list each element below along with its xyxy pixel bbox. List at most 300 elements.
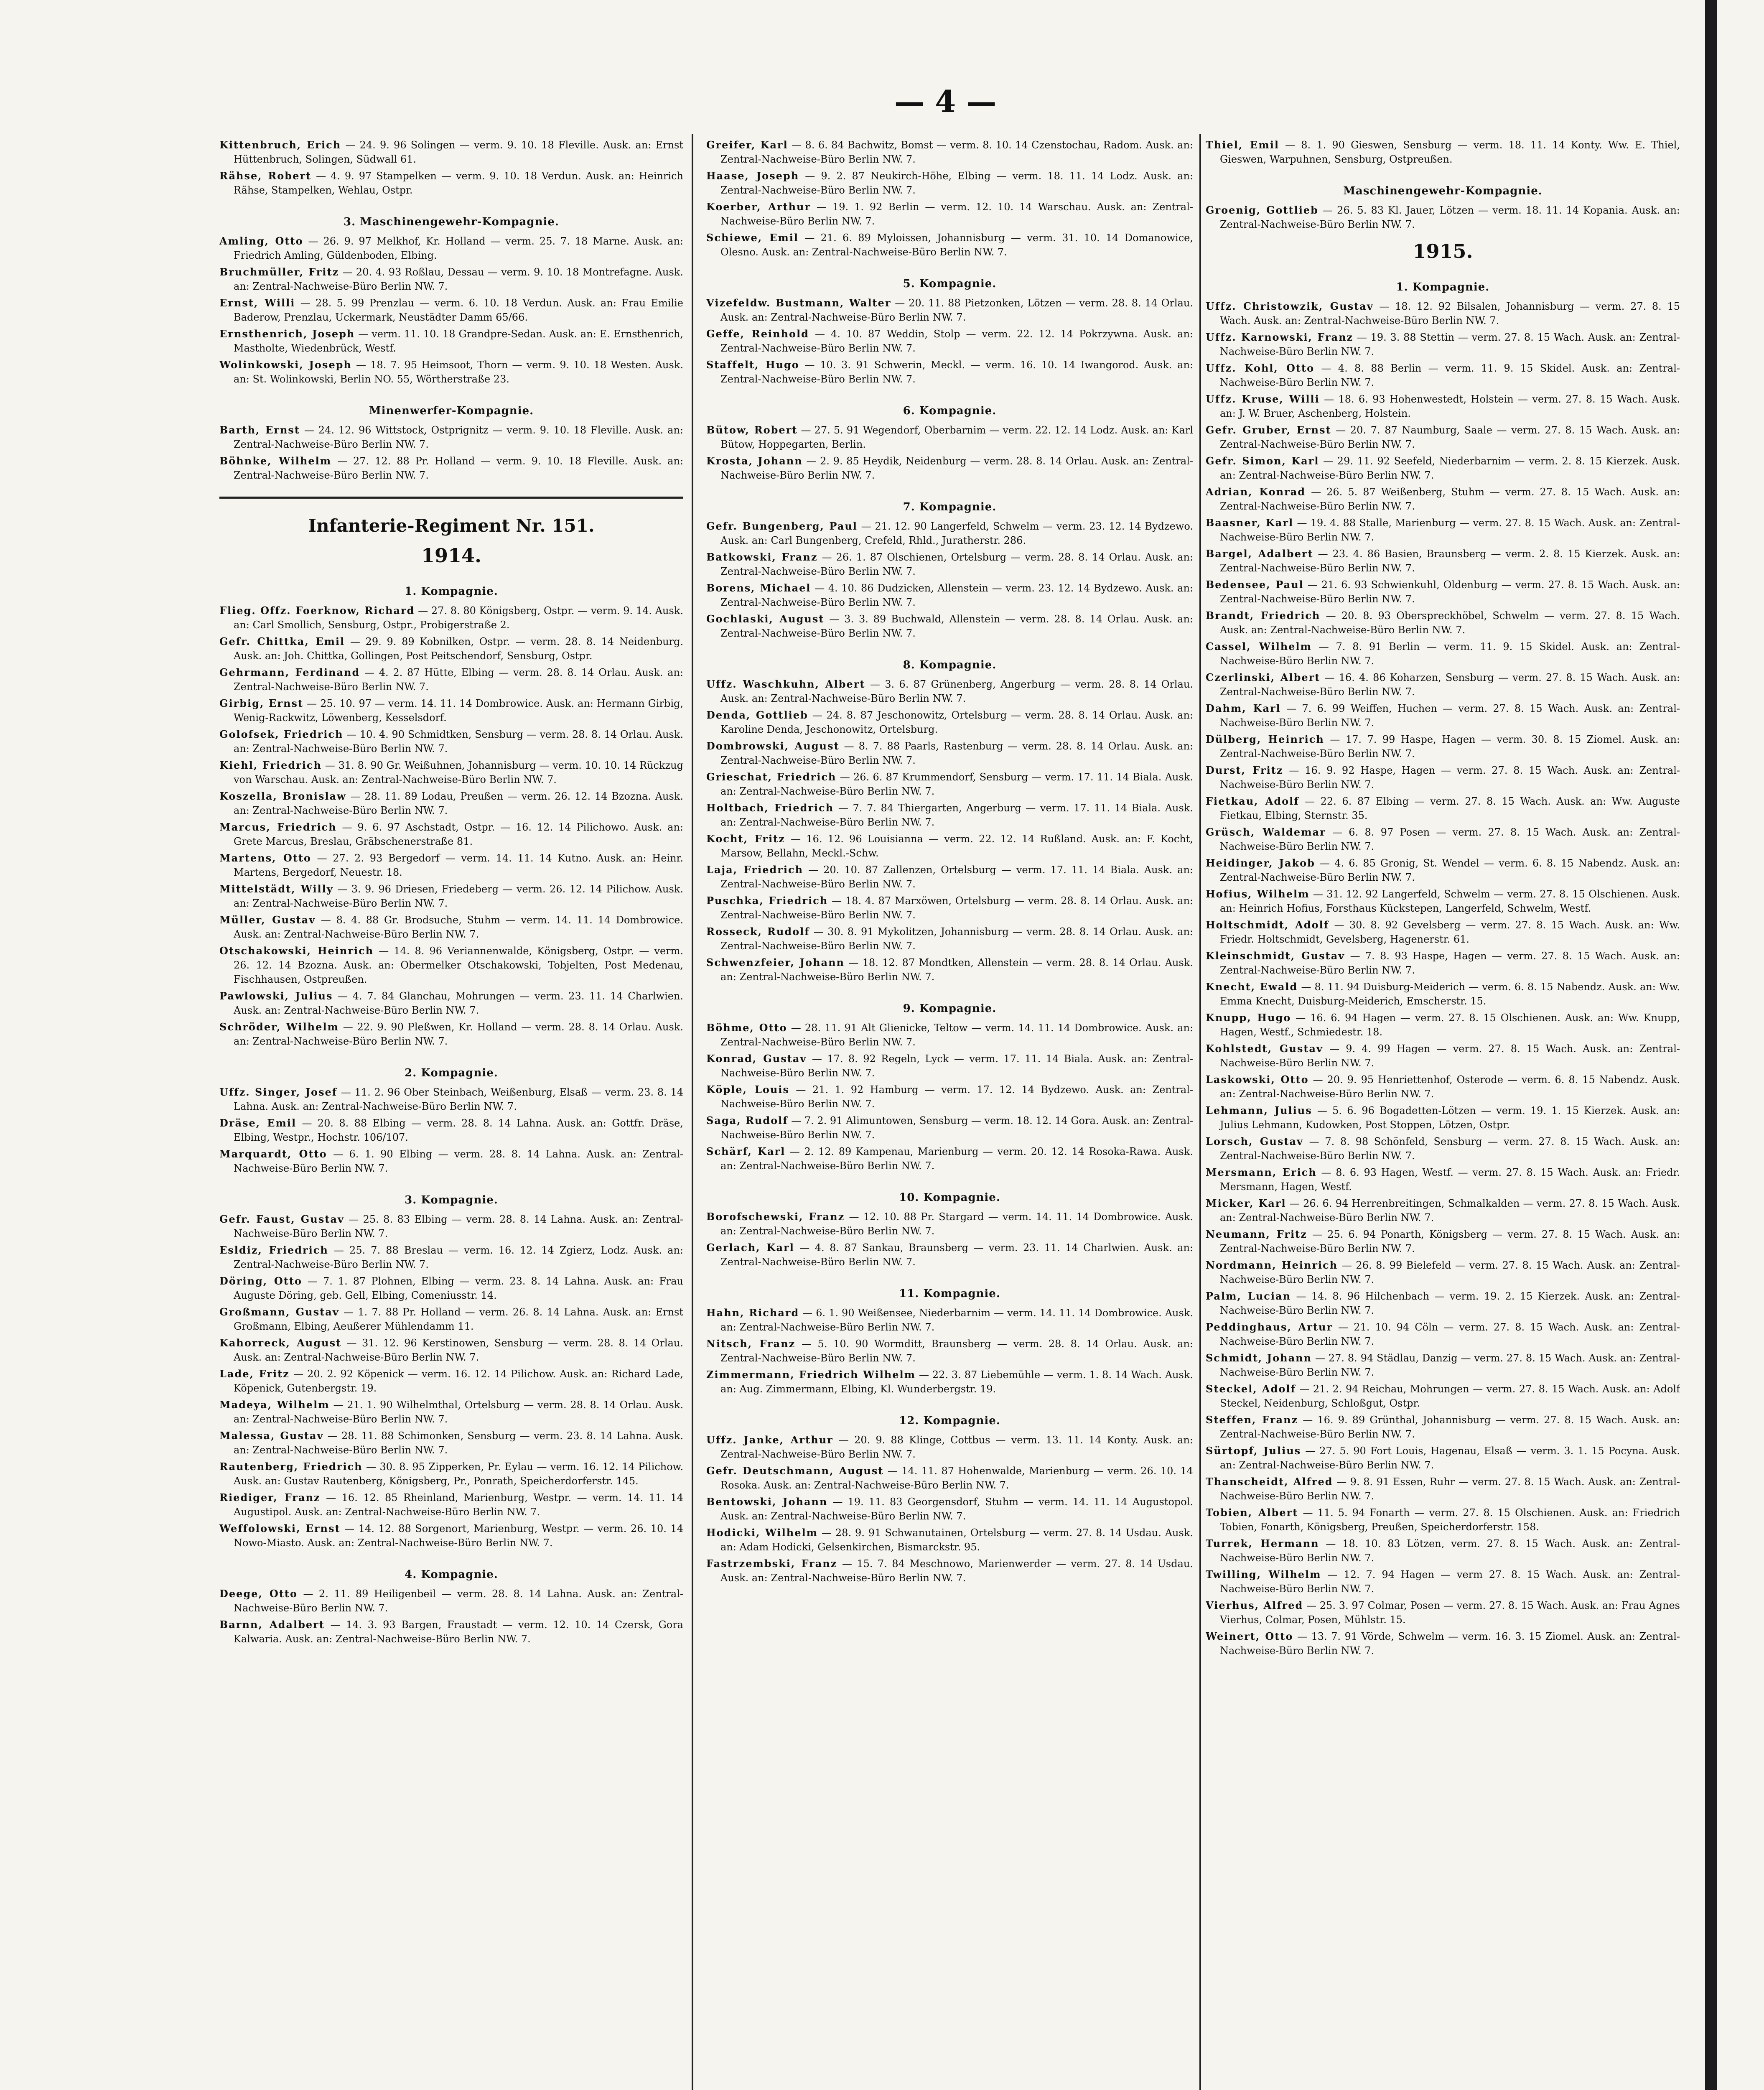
entry-text: — 22. 6. 87 Elbing — verm. 27. 8. 15 Wach. Ausk. an: Ww. Auguste Fietkau, Elbing, Sternstr. 35.	[1220, 795, 1680, 821]
casualty-entry	[1206, 1444, 1680, 1472]
casualty-entry	[219, 1522, 683, 1550]
entry-name: Dülberg, Heinrich	[1206, 733, 1324, 745]
entry-text: — 18. 12. 87 Mondtken, Allenstein — verm. 28. 8. 14 Orlau. Ausk. an: Zentral-Nachweise-Büro Berlin NW. 7.	[720, 957, 1193, 983]
entry-text: — 5. 10. 90 Wormditt, Braunsberg — verm. 28. 8. 14 Orlau. Ausk. an: Zentral-Nachweise-Büro Berlin NW. 7.	[720, 1338, 1193, 1364]
section-heading: Minenwerfer-Kompagnie.	[369, 405, 534, 417]
entry-list	[706, 1210, 1193, 1269]
entry-name: Gochlaski, August	[706, 613, 825, 625]
entry-text: — 12. 10. 88 Pr. Stargard — verm. 14. 11. 14 Dombrowice. Ausk. an: Zentral-Nachweise-Büro Berlin NW. 7.	[720, 1211, 1193, 1237]
casualty-entry	[1206, 1289, 1680, 1318]
entry-text: — 8. 7. 88 Paarls, Rastenburg — verm. 28. 8. 14 Orlau. Ausk. an: Zentral-Nachweise-Büro Berlin NW. 7.	[720, 740, 1193, 766]
section-heading: 6. Kompagnie.	[903, 405, 997, 417]
entry-name: Flieg. Offz. Foerknow, Richard	[219, 604, 415, 617]
entry-name: Uffz. Janke, Arthur	[706, 1434, 833, 1446]
entry-list	[706, 138, 1193, 259]
entry-name: Holtschmidt, Adolf	[1206, 919, 1329, 931]
entry-text: — 19. 11. 83 Georgensdorf, Stuhm — verm. 14. 11. 14 Augustopol. Ausk. an: Zentral-Nachweise-Büro Berlin NW. 7.	[720, 1496, 1193, 1522]
entry-text: — 15. 7. 84 Meschnowo, Marienwerder — verm. 27. 8. 14 Usdau. Ausk. an: Zentral-Nachweise-Büro Berlin NW. 7.	[720, 1558, 1193, 1584]
section-heading: 10. Kompagnie.	[899, 1191, 1000, 1204]
entry-name: Nitsch, Franz	[706, 1338, 796, 1350]
entry-text: — 20. 8. 88 Elbing — verm. 28. 8. 14 Lahna. Ausk. an: Gottfr. Dräse, Elbing, Westpr., Hochstr. 106/107.	[234, 1117, 683, 1143]
entry-name: Holtbach, Friedrich	[706, 802, 834, 814]
casualty-entry	[706, 1337, 1193, 1365]
entry-name: Amling, Otto	[219, 235, 303, 247]
casualty-entry	[1206, 299, 1680, 328]
entry-text: — 4. 8. 87 Sankau, Braunsberg — verm. 23. 11. 14 Charlwien. Ausk. an: Zentral-Nachweise-Büro Berlin NW. 7.	[720, 1242, 1193, 1268]
casualty-entry	[1206, 732, 1680, 761]
casualty-entry	[706, 956, 1193, 984]
entry-name: Kleinschmidt, Gustav	[1206, 950, 1345, 962]
entry-name: Knupp, Hugo	[1206, 1012, 1291, 1024]
entry-text: — 22. 9. 90 Pleßwen, Kr. Holland — verm. 28. 8. 14 Orlau. Ausk. an: Zentral-Nachweise-Büro Berlin NW. 7.	[234, 1021, 683, 1047]
entry-name: Saga, Rudolf	[706, 1114, 788, 1127]
entry-text: — 28. 9. 91 Schwanutainen, Ortelsburg — verm. 27. 8. 14 Usdau. Ausk. an: Adam Hodicki, Gelsenkirchen, Bismarckstr. 95.	[720, 1527, 1193, 1553]
casualty-entry	[1206, 485, 1680, 513]
entry-text: — 2. 12. 89 Kampenau, Marienburg — verm. 20. 12. 14 Rosoka-Rawa. Ausk. an: Zentral-Nachweise-Büro Berlin NW. 7.	[720, 1146, 1193, 1172]
casualty-entry	[1206, 1165, 1680, 1194]
casualty-entry	[706, 1144, 1193, 1173]
entry-text: — 7. 7. 84 Thiergarten, Angerburg — verm. 17. 11. 14 Biala. Ausk. an: Zentral-Nachweise-Büro Berlin NW. 7.	[720, 802, 1193, 828]
casualty-entry	[1206, 423, 1680, 451]
casualty-entry	[706, 454, 1193, 482]
entry-name: Bargel, Adalbert	[1206, 548, 1313, 560]
entry-text: — 7. 8. 98 Schönfeld, Sensburg — verm. 27. 8. 15 Wach. Ausk. an: Zentral-Nachweise-Büro Berlin NW. 7.	[1220, 1136, 1680, 1162]
entry-text: — 24. 8. 87 Jeschonowitz, Ortelsburg — verm. 28. 8. 14 Orlau. Ausk. an: Karoline Denda, Jeschonowitz, Ortelsburg.	[720, 709, 1193, 735]
casualty-entry	[219, 665, 683, 694]
entry-name: Haase, Joseph	[706, 170, 799, 182]
casualty-entry	[1206, 763, 1680, 792]
entry-name: Sürtopf, Julius	[1206, 1445, 1301, 1457]
page-number: — 4 —	[894, 84, 997, 119]
entry-name: Palm, Lucian	[1206, 1290, 1291, 1302]
casualty-entry	[1206, 1011, 1680, 1039]
entry-text: — 21. 2. 94 Reichau, Mohrungen — verm. 27. 8. 15 Wach. Ausk. an: Adolf Steckel, Neidenburg, Schloßgut, Ostpr.	[1220, 1383, 1680, 1409]
entry-name: Esldiz, Friedrich	[219, 1244, 328, 1256]
entry-text: — 7. 6. 99 Weiffen, Huchen — verm. 27. 8. 15 Wach. Ausk. an: Zentral-Nachweise-Büro Berlin NW. 7.	[1220, 703, 1680, 729]
entry-name: Mittelstädt, Willy	[219, 883, 333, 895]
casualty-entry	[1206, 1598, 1680, 1627]
casualty-entry	[706, 1210, 1193, 1238]
entry-name: Böhnke, Wilhelm	[219, 455, 332, 467]
entry-name: Köple, Louis	[706, 1083, 789, 1096]
entry-name: Lorsch, Gustav	[1206, 1135, 1303, 1147]
casualty-entry	[706, 1495, 1193, 1523]
entry-name: Marquardt, Otto	[219, 1148, 327, 1160]
entry-name: Bruchmüller, Fritz	[219, 266, 339, 278]
entry-name: Gefr. Deutschmann, August	[706, 1465, 884, 1477]
entry-text: — 9. 6. 97 Aschstadt, Ostpr. — 16. 12. 14 Pilichowo. Ausk. an: Grete Marcus, Breslau, Gräbschenerstraße 81.	[234, 821, 683, 847]
casualty-entry	[219, 1336, 683, 1364]
casualty-entry	[219, 1491, 683, 1519]
entry-text: — 26. 1. 87 Olschienen, Ortelsburg — verm. 28. 8. 14 Orlau. Ausk. an: Zentral-Nachweise-Büro Berlin NW. 7.	[720, 551, 1193, 577]
entry-name: Döring, Otto	[219, 1275, 302, 1287]
casualty-entry	[1206, 578, 1680, 606]
entry-list	[219, 138, 683, 197]
entry-text: — 4. 10. 86 Dudzicken, Allenstein — verm. 23. 12. 14 Bydzewo. Ausk. an: Zentral-Nachweise-Büro Berlin NW. 7.	[720, 582, 1193, 608]
entry-name: Rautenberg, Friedrich	[219, 1460, 363, 1473]
entry-text: — 14. 11. 87 Hohenwalde, Marienburg — verm. 26. 10. 14 Rosoka. Ausk. an: Zentral-Nachweise-Büro Berlin NW. 7.	[720, 1465, 1193, 1491]
entry-name: Girbig, Ernst	[219, 697, 304, 709]
casualty-entry	[1206, 1320, 1680, 1348]
entry-text: — 28. 11. 91 Alt Glienicke, Teltow — verm. 14. 11. 14 Dombrowice. Ausk. an: Zentral-Nachweise-Büro Berlin NW. 7.	[720, 1022, 1193, 1048]
entry-text: — 6. 1. 90 Weißensee, Niederbarnim — verm. 14. 11. 14 Dombrowice. Ausk. an: Zentral-Nachweise-Büro Berlin NW. 7.	[720, 1307, 1193, 1333]
casualty-entry	[1206, 203, 1680, 232]
entry-name: Laskowski, Otto	[1206, 1073, 1309, 1086]
casualty-entry	[706, 1433, 1193, 1461]
entry-name: Cassel, Wilhelm	[1206, 640, 1312, 652]
entry-text: — 7. 2. 91 Alimuntowen, Sensburg — verm. 18. 12. 14 Gora. Ausk. an: Zentral-Nachweise-Büro Berlin NW. 7.	[720, 1115, 1193, 1141]
casualty-entry	[1206, 1134, 1680, 1163]
casualty-entry	[219, 265, 683, 293]
entry-text: — 27. 12. 88 Pr. Holland — verm. 9. 10. 18 Fleville. Ausk. an: Zentral-Nachweise-Büro Berlin NW. 7.	[234, 455, 683, 481]
entry-text: — 8. 11. 94 Duisburg-Meiderich — verm. 6. 8. 15 Nabendz. Ausk. an: Ww. Emma Knecht, Duisburg-Meiderich, Emscherstr. 15.	[1220, 981, 1680, 1007]
casualty-entry	[1206, 980, 1680, 1008]
casualty-entry	[219, 1274, 683, 1302]
entry-text: — 28. 11. 88 Schimonken, Sensburg — verm. 23. 8. 14 Lahna. Ausk. an: Zentral-Nachweise-Büro Berlin NW. 7.	[234, 1430, 683, 1456]
entry-text: — 29. 9. 89 Kobnilken, Ostpr. — verm. 28. 8. 14 Neidenburg. Ausk. an: Joh. Chittka, Gollingen, Post Peitschendorf, Sensburg, Ostpr.	[234, 636, 683, 662]
entry-text: — 4. 8. 88 Berlin — verm. 11. 9. 15 Skidel. Ausk. an: Zentral-Nachweise-Büro Berlin NW. 7.	[1220, 362, 1680, 388]
entry-text: — 22. 3. 87 Liebemühle — verm. 1. 8. 14 Wach. Ausk. an: Aug. Zimmermann, Elbing, Kl. Wunderbergstr. 19.	[720, 1369, 1193, 1395]
casualty-entry	[219, 1587, 683, 1615]
entry-name: Durst, Fritz	[1206, 764, 1283, 776]
entry-name: Borofschewski, Franz	[706, 1211, 845, 1223]
casualty-entry	[1206, 1537, 1680, 1565]
entry-text: — 21. 1. 92 Hamburg — verm. 17. 12. 14 Bydzewo. Ausk. an: Zentral-Nachweise-Büro Berlin NW. 7.	[720, 1084, 1193, 1110]
section-heading: 1. Kompagnie.	[1396, 281, 1490, 293]
entry-name: Baasner, Karl	[1206, 517, 1294, 529]
entry-text: — 11. 2. 96 Ober Steinbach, Weißenburg, Elsaß — verm. 23. 8. 14 Lahna. Ausk. an: Zentral-Nachweise-Büro Berlin NW. 7.	[234, 1086, 683, 1112]
casualty-entry	[706, 327, 1193, 355]
entry-text: — 25. 6. 94 Ponarth, Königsberg — verm. 27. 8. 15 Wach. Ausk. an: Zentral-Nachweise-Büro Berlin NW. 7.	[1220, 1229, 1680, 1254]
casualty-entry	[1206, 392, 1680, 421]
entry-text: — 21. 1. 90 Wilhelmthal, Ortelsburg — verm. 28. 8. 14 Orlau. Ausk. an: Zentral-Nachweise-Büro Berlin NW. 7.	[234, 1399, 683, 1425]
entry-list	[219, 1212, 683, 1550]
entry-name: Peddinghaus, Artur	[1206, 1321, 1333, 1333]
entry-name: Konrad, Gustav	[706, 1053, 807, 1065]
entry-text: — 8. 1. 90 Gieswen, Sensburg — verm. 18. 11. 14 Konty. Ww. E. Thiel, Gieswen, Warpuhnen, Sensburg, Ostpreußen.	[1220, 139, 1680, 165]
entry-name: Ernsthenrich, Joseph	[219, 328, 355, 340]
casualty-entry	[706, 138, 1193, 166]
scan-edge	[1705, 0, 1717, 2090]
column-divider	[692, 134, 693, 2090]
casualty-entry	[219, 851, 683, 879]
casualty-entry	[219, 327, 683, 355]
casualty-entry	[219, 758, 683, 787]
entry-text: — 30. 8. 95 Zipperken, Pr. Eylau — verm. 16. 12. 14 Pilichow. Ausk. an: Gustav Rautenberg, Königsberg, Pr., Ponrath, Speicherdorferstr. 145.	[234, 1461, 683, 1487]
entry-name: Denda, Gottlieb	[706, 709, 808, 721]
entry-name: Großmann, Gustav	[219, 1306, 339, 1318]
casualty-entry	[219, 1243, 683, 1272]
casualty-entry	[1206, 1351, 1680, 1379]
entry-text: — 21. 6. 89 Myloissen, Johannisburg — verm. 31. 10. 14 Domanowice, Olesno. Ausk. an: Zentral-Nachweise-Büro Berlin NW. 7.	[720, 232, 1193, 258]
section-heading: 9. Kompagnie.	[903, 1002, 997, 1015]
entry-name: Dombrowski, August	[706, 740, 840, 752]
column-3	[1206, 138, 1680, 2090]
casualty-entry	[706, 1464, 1193, 1492]
entry-list	[706, 296, 1193, 386]
entry-name: Laja, Friedrich	[706, 864, 804, 876]
section-heading: Maschinengewehr-Kompagnie.	[1343, 185, 1543, 197]
casualty-entry	[219, 1085, 683, 1114]
casualty-entry	[706, 550, 1193, 579]
entry-list	[706, 519, 1193, 640]
entry-text: — 31. 8. 90 Gr. Weißuhnen, Johannisburg — verm. 10. 10. 14 Rückzug von Warschau. Ausk. an: Zentral-Nachweise-Büro Berlin NW. 7.	[234, 760, 683, 785]
entry-text: — 20. 2. 92 Köpenick — verm. 16. 12. 14 Pilichow. Ausk. an: Richard Lade, Köpenick, Gutenbergstr. 19.	[234, 1368, 683, 1394]
casualty-entry	[706, 894, 1193, 922]
casualty-entry	[706, 519, 1193, 548]
casualty-entry	[219, 727, 683, 756]
casualty-entry	[706, 770, 1193, 798]
entry-text: — 2. 11. 89 Heiligenbeil — verm. 28. 8. 14 Lahna. Ausk. an: Zentral-Nachweise-Büro Berlin NW. 7.	[234, 1588, 683, 1614]
casualty-entry	[706, 1368, 1193, 1396]
entry-list	[1206, 299, 1680, 1658]
entry-text: — 25. 3. 97 Colmar, Posen — verm. 27. 8. 15 Wach. Ausk. an: Frau Agnes Vierhus, Colmar, Posen, Mühlstr. 15.	[1220, 1600, 1680, 1626]
entry-list	[219, 423, 683, 482]
casualty-entry	[1206, 640, 1680, 668]
entry-text: — 26. 8. 99 Bielefeld — verm. 27. 8. 15 Wach. Ausk. an: Zentral-Nachweise-Büro Berlin NW. 7.	[1220, 1259, 1680, 1285]
entry-name: Gerlach, Karl	[706, 1241, 794, 1254]
entry-text: — 26. 6. 87 Krummendorf, Sensburg — verm. 17. 11. 14 Biala. Ausk. an: Zentral-Nachweise-Büro Berlin NW. 7.	[720, 771, 1193, 797]
entry-text: — 18. 12. 92 Bilsalen, Johannisburg — verm. 27. 8. 15 Wach. Ausk. an: Zentral-Nachweise-Büro Berlin NW. 7.	[1220, 301, 1680, 326]
entry-name: Müller, Gustav	[219, 914, 316, 926]
casualty-entry	[1206, 609, 1680, 637]
entry-text: — 2. 9. 85 Heydik, Neidenburg — verm. 28. 8. 14 Orlau. Ausk. an: Zentral-Nachweise-Büro Berlin NW. 7.	[720, 455, 1193, 481]
entry-text: — 16. 9. 89 Grünthal, Johannisburg — verm. 27. 8. 15 Wach. Ausk. an: Zentral-Nachweise-Büro Berlin NW. 7.	[1220, 1414, 1680, 1440]
entry-name: Grieschat, Friedrich	[706, 771, 837, 783]
entry-name: Czerlinski, Albert	[1206, 671, 1321, 683]
entry-text: — 25. 10. 97 — verm. 14. 11. 14 Dombrowice. Ausk. an: Hermann Girbig, Wenig-Rackwitz, Löwenberg, Kesselsdorf.	[234, 698, 683, 724]
entry-name: Böhme, Otto	[706, 1022, 787, 1034]
entry-name: Kahorreck, August	[219, 1337, 342, 1349]
section-heading: 3. Maschinengewehr-Kompagnie.	[344, 216, 559, 228]
column-2	[706, 138, 1193, 2090]
casualty-entry	[706, 801, 1193, 829]
entry-name: Lehmann, Julius	[1206, 1104, 1312, 1116]
casualty-entry	[706, 358, 1193, 386]
casualty-entry	[219, 423, 683, 451]
casualty-entry	[706, 1052, 1193, 1080]
casualty-entry	[1206, 1258, 1680, 1287]
entry-text: — 20. 8. 93 Oberspreckhöbel, Schwelm — verm. 27. 8. 15 Wach. Ausk. an: Zentral-Nachweise-Büro Berlin NW. 7.	[1220, 610, 1680, 636]
section-heading: 1. Kompagnie.	[405, 585, 498, 598]
entry-name: Rosseck, Rudolf	[706, 925, 810, 938]
casualty-entry	[219, 296, 683, 324]
entry-text: — 17. 7. 99 Haspe, Hagen — verm. 30. 8. 15 Ziomel. Ausk. an: Zentral-Nachweise-Büro Berlin NW. 7.	[1220, 734, 1680, 760]
entry-text: — 25. 7. 88 Breslau — verm. 16. 12. 14 Zgierz, Lodz. Ausk. an: Zentral-Nachweise-Büro Berlin NW. 7.	[234, 1244, 683, 1270]
entry-name: Fietkau, Adolf	[1206, 795, 1299, 807]
entry-text: — 18. 4. 87 Marxöwen, Ortelsburg — verm. 28. 8. 14 Orlau. Ausk. an: Zentral-Nachweise-Büro Berlin NW. 7.	[720, 895, 1193, 921]
entry-list	[219, 604, 683, 1048]
entry-name: Kohlstedt, Gustav	[1206, 1042, 1323, 1055]
entry-text: — 9. 8. 91 Essen, Ruhr — verm. 27. 8. 15 Wach. Ausk. an: Zentral-Nachweise-Büro Berlin NW. 7.	[1220, 1476, 1680, 1502]
casualty-entry	[219, 1367, 683, 1395]
casualty-entry	[706, 1241, 1193, 1269]
casualty-entry	[706, 423, 1193, 451]
entry-name: Groenig, Gottlieb	[1206, 204, 1319, 216]
casualty-entry	[1206, 1568, 1680, 1596]
casualty-entry	[706, 832, 1193, 860]
casualty-entry	[219, 234, 683, 263]
casualty-entry	[706, 296, 1193, 324]
year-heading: 1914.	[421, 544, 482, 567]
casualty-entry	[1206, 794, 1680, 823]
entry-name: Gefr. Simon, Karl	[1206, 455, 1319, 467]
entry-text: — 17. 8. 92 Regeln, Lyck — verm. 17. 11. 14 Biala. Ausk. an: Zentral-Nachweise-Büro Berlin NW. 7.	[720, 1053, 1193, 1079]
casualty-entry	[1206, 454, 1680, 482]
entry-text: — 24. 12. 96 Wittstock, Ostprignitz — verm. 9. 10. 18 Fleville. Ausk. an: Zentral-Nachweise-Büro Berlin NW. 7.	[234, 424, 683, 450]
entry-name: Heidinger, Jakob	[1206, 857, 1315, 869]
entry-name: Neumann, Fritz	[1206, 1228, 1307, 1240]
entry-text: — 20. 10. 87 Zallenzen, Ortelsburg — verm. 17. 11. 14 Biala. Ausk. an: Zentral-Nachweise-Büro Berlin NW. 7.	[720, 864, 1193, 890]
entry-name: Steffen, Franz	[1206, 1414, 1298, 1426]
casualty-entry	[1206, 856, 1680, 884]
entry-text: — 3. 3. 89 Buchwald, Allenstein — verm. 28. 8. 14 Orlau. Ausk. an: Zentral-Nachweise-Büro Berlin NW. 7.	[720, 613, 1193, 639]
entry-text: — 14. 8. 96 Hilchenbach — verm. 19. 2. 15 Kierzek. Ausk. an: Zentral-Nachweise-Büro Berlin NW. 7.	[1220, 1290, 1680, 1316]
entry-text: — 10. 4. 90 Schmidtken, Sensburg — verm. 28. 8. 14 Orlau. Ausk. an: Zentral-Nachweise-Büro Berlin NW. 7.	[234, 729, 683, 754]
entry-text: — 27. 5. 91 Wegendorf, Oberbarnim — verm. 22. 12. 14 Lodz. Ausk. an: Karl Bütow, Hoppegarten, Berlin.	[720, 424, 1193, 450]
casualty-entry	[219, 1398, 683, 1426]
casualty-entry	[1206, 547, 1680, 575]
column-1	[219, 138, 683, 2090]
casualty-entry	[1206, 1042, 1680, 1070]
entry-name: Dahm, Karl	[1206, 702, 1281, 714]
entry-name: Uffz. Singer, Josef	[219, 1086, 338, 1098]
entry-name: Golofsek, Friedrich	[219, 728, 344, 740]
entry-name: Knecht, Ewald	[1206, 981, 1298, 993]
casualty-entry	[1206, 1413, 1680, 1441]
casualty-entry	[1206, 670, 1680, 699]
entry-text: — 30. 8. 91 Mykolitzen, Johannisburg — verm. 28. 8. 14 Orlau. Ausk. an: Zentral-Nachweise-Büro Berlin NW. 7.	[720, 926, 1193, 952]
entry-name: Madeya, Wilhelm	[219, 1399, 330, 1411]
entry-name: Turrek, Hermann	[1206, 1537, 1319, 1550]
casualty-entry	[219, 138, 683, 166]
entry-name: Gefr. Chittka, Emil	[219, 635, 345, 647]
entry-list	[219, 234, 683, 386]
casualty-entry	[219, 820, 683, 849]
entry-text: — 10. 3. 91 Schwerin, Meckl. — verm. 16. 10. 14 Iwangorod. Ausk. an: Zentral-Nachweise-Büro Berlin NW. 7.	[720, 359, 1193, 385]
entry-list	[706, 1021, 1193, 1173]
entry-name: Gefr. Faust, Gustav	[219, 1213, 344, 1225]
casualty-entry	[706, 200, 1193, 228]
casualty-entry	[219, 635, 683, 663]
entry-text: — 19. 1. 92 Berlin — verm. 12. 10. 14 Warschau. Ausk. an: Zentral-Nachweise-Büro Berlin NW. 7.	[720, 201, 1193, 227]
entry-name: Bütow, Robert	[706, 424, 798, 436]
casualty-entry	[706, 863, 1193, 891]
entry-text: — 18. 10. 83 Lötzen, verm. 27. 8. 15 Wach. Ausk. an: Zentral-Nachweise-Büro Berlin NW. 7.	[1220, 1538, 1680, 1564]
entry-text: — 31. 12. 92 Langerfeld, Schwelm — verm. 27. 8. 15 Olschienen. Ausk. an: Heinrich Hofius, Forsthaus Kückstepen, Langerfeld, Schwelm, Westf.	[1220, 888, 1680, 914]
entry-text: — 4. 9. 97 Stampelken — verm. 9. 10. 18 Verdun. Ausk. an: Heinrich Rähse, Stampelken, Wehlau, Ostpr.	[234, 170, 683, 196]
casualty-entry	[219, 454, 683, 482]
casualty-entry	[1206, 918, 1680, 946]
entry-text: — 27. 8. 94 Städlau, Danzig — verm. 27. 8. 15 Wach. Ausk. an: Zentral-Nachweise-Büro Berlin NW. 7.	[1220, 1352, 1680, 1378]
entry-name: Wolinkowski, Joseph	[219, 359, 352, 371]
section-heading: 2. Kompagnie.	[405, 1067, 498, 1079]
casualty-entry	[1206, 516, 1680, 544]
entry-name: Kiehl, Friedrich	[219, 759, 322, 771]
entry-name: Thanscheidt, Alfred	[1206, 1476, 1333, 1488]
regiment-divider	[219, 497, 683, 499]
entry-name: Steckel, Adolf	[1206, 1383, 1296, 1395]
entry-name: Batkowski, Franz	[706, 551, 818, 563]
entry-text: — 16. 12. 96 Louisianna — verm. 22. 12. 14 Rußland. Ausk. an: F. Kocht, Marsow, Bellahn, Meckl.-Schw.	[720, 833, 1193, 859]
casualty-entry	[1206, 887, 1680, 915]
entry-text: — 19. 4. 88 Stalle, Marienburg — verm. 27. 8. 15 Wach. Ausk. an: Zentral-Nachweise-Büro Berlin NW. 7.	[1220, 517, 1680, 543]
entry-text: — 25. 8. 83 Elbing — verm. 28. 8. 14 Lahna. Ausk. an: Zentral-Nachweise-Büro Berlin NW. 7.	[234, 1213, 683, 1239]
section-heading: 12. Kompagnie.	[899, 1415, 1000, 1427]
entry-name: Uffz. Christowzik, Gustav	[1206, 300, 1374, 312]
entry-text: — 3. 9. 96 Driesen, Friedeberg — verm. 26. 12. 14 Pilichow. Ausk. an: Zentral-Nachweise-Büro Berlin NW. 7.	[234, 883, 683, 909]
casualty-entry	[219, 989, 683, 1017]
entry-name: Greifer, Karl	[706, 139, 788, 151]
entry-text: — 16. 9. 92 Haspe, Hagen — verm. 27. 8. 15 Wach. Ausk. an: Zentral-Nachweise-Büro Berlin NW. 7.	[1220, 765, 1680, 790]
entry-text: — 20. 9. 88 Klinge, Cottbus — verm. 13. 11. 14 Konty. Ausk. an: Zentral-Nachweise-Büro Berlin NW. 7.	[720, 1434, 1193, 1460]
entry-name: Geffe, Reinhold	[706, 328, 809, 340]
entry-text: — 16. 4. 86 Koharzen, Sensburg — verm. 27. 8. 15 Wach. Ausk. an: Zentral-Nachweise-Büro Berlin NW. 7.	[1220, 672, 1680, 698]
casualty-entry	[219, 358, 683, 386]
section-heading: 11. Kompagnie.	[899, 1287, 1000, 1300]
casualty-entry	[1206, 1382, 1680, 1410]
casualty-entry	[706, 1114, 1193, 1142]
entry-text: — 7. 8. 91 Berlin — verm. 11. 9. 15 Skidel. Ausk. an: Zentral-Nachweise-Büro Berlin NW. 7.	[1220, 641, 1680, 667]
entry-name: Dräse, Emil	[219, 1117, 297, 1129]
entry-text: — verm. 11. 10. 18 Grandpre-Sedan. Ausk. an: E. Ernsthenrich, Mastholte, Wiedenbrück, Westf.	[234, 328, 683, 354]
entry-name: Deege, Otto	[219, 1588, 298, 1600]
entry-text: — 26. 5. 83 Kl. Jauer, Lötzen — verm. 18. 11. 14 Kopania. Ausk. an: Zentral-Nachweise-Büro Berlin NW. 7.	[1220, 204, 1680, 230]
entry-name: Lade, Fritz	[219, 1368, 290, 1380]
entry-name: Vierhus, Alfred	[1206, 1599, 1303, 1611]
entry-name: Malessa, Gustav	[219, 1430, 324, 1442]
casualty-entry	[706, 612, 1193, 640]
casualty-entry	[219, 1429, 683, 1457]
entry-name: Kittenbruch, Erich	[219, 139, 341, 151]
entry-name: Mersmann, Erich	[1206, 1166, 1317, 1178]
casualty-entry	[1206, 1073, 1680, 1101]
entry-text: — 29. 11. 92 Seefeld, Niederbarnim — verm. 2. 8. 15 Kierzek. Ausk. an: Zentral-Nachweise-Büro Berlin NW. 7.	[1220, 455, 1680, 481]
casualty-entry	[706, 231, 1193, 259]
entry-text: — 18. 7. 95 Heimsoot, Thorn — verm. 9. 10. 18 Westen. Ausk. an: St. Wolinkowski, Berlin NO. 55, Wörtherstraße 23.	[234, 359, 683, 385]
entry-text: — 23. 4. 86 Basien, Braunsberg — verm. 2. 8. 15 Kierzek. Ausk. an: Zentral-Nachweise-Büro Berlin NW. 7.	[1220, 548, 1680, 574]
entry-text: — 1. 7. 88 Pr. Holland — verm. 26. 8. 14 Lahna. Ausk. an: Ernst Großmann, Elbing, Aeußerer Mühlendamm 11.	[234, 1306, 683, 1332]
casualty-entry	[219, 1618, 683, 1646]
entry-name: Staffelt, Hugo	[706, 359, 799, 371]
entry-name: Martens, Otto	[219, 852, 311, 864]
section-heading: 8. Kompagnie.	[903, 659, 997, 671]
casualty-entry	[706, 677, 1193, 706]
entry-text: — 6. 1. 90 Elbing — verm. 28. 8. 14 Lahna. Ausk. an: Zentral-Nachweise-Büro Berlin NW. 7.	[234, 1148, 683, 1174]
casualty-entry	[219, 1116, 683, 1144]
entry-name: Gehrmann, Ferdinand	[219, 666, 360, 678]
entry-name: Schröder, Wilhelm	[219, 1021, 339, 1033]
entry-name: Otschakowski, Heinrich	[219, 945, 374, 957]
entry-list	[706, 677, 1193, 984]
entry-name: Marcus, Friedrich	[219, 821, 337, 833]
casualty-entry	[219, 944, 683, 986]
entry-text: — 3. 6. 87 Grünenberg, Angerburg — verm. 28. 8. 14 Orlau. Ausk. an: Zentral-Nachweise-Büro Berlin NW. 7.	[720, 678, 1193, 704]
casualty-entry	[1206, 1629, 1680, 1658]
entry-text: — 19. 3. 88 Stettin — verm. 27. 8. 15 Wach. Ausk. an: Zentral-Nachweise-Büro Berlin NW. 7.	[1220, 331, 1680, 357]
casualty-entry	[219, 1212, 683, 1241]
casualty-entry	[1206, 949, 1680, 977]
entry-name: Uffz. Karnowski, Franz	[1206, 331, 1354, 343]
casualty-entry	[219, 696, 683, 725]
entry-name: Nordmann, Heinrich	[1206, 1259, 1338, 1271]
entry-text: — 16. 6. 94 Hagen — verm. 27. 8. 15 Olschienen. Ausk. an: Ww. Knupp, Hagen, Westf., Schmiedestr. 18.	[1220, 1012, 1680, 1038]
entry-text: — 4. 7. 84 Glanchau, Mohrungen — verm. 23. 11. 14 Charlwien. Ausk. an: Zentral-Nachweise-Büro Berlin NW. 7.	[234, 990, 683, 1016]
entry-text: — 9. 4. 99 Hagen — verm. 27. 8. 15 Wach. Ausk. an: Zentral-Nachweise-Büro Berlin NW. 7.	[1220, 1043, 1680, 1069]
casualty-entry	[706, 1021, 1193, 1049]
entry-name: Koerber, Arthur	[706, 201, 811, 213]
entry-text: — 13. 7. 91 Vörde, Schwelm — verm. 16. 3. 15 Ziomel. Ausk. an: Zentral-Nachweise-Büro Berlin NW. 7.	[1220, 1631, 1680, 1657]
